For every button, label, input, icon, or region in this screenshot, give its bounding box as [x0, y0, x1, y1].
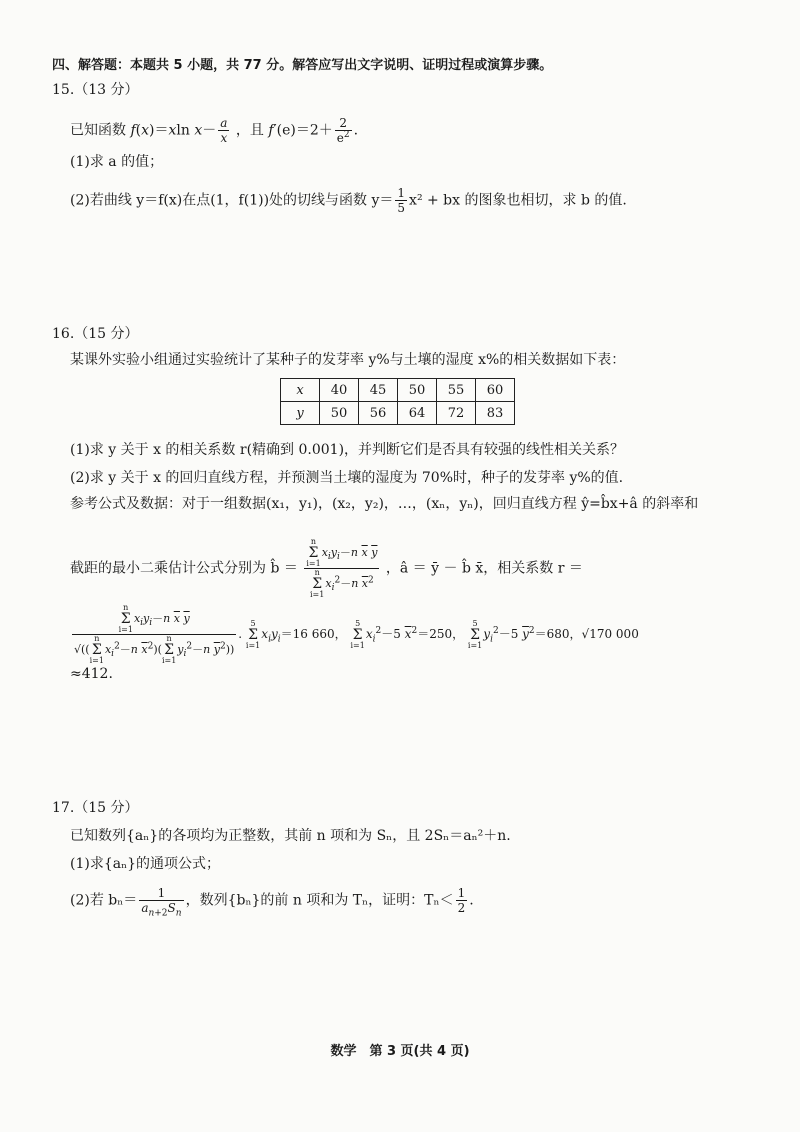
- table-cell: 83: [476, 402, 515, 425]
- q15-intro: 已知函数 f(x)＝xln x－ $\frac{a}{x}$ ，且 f′(e)＝2＋ $\frac{2}{e^2}$ .: [70, 116, 359, 145]
- table-cell: 56: [359, 402, 398, 425]
- table-row-label: y: [281, 402, 320, 425]
- table-row-y: [281, 402, 515, 425]
- q16-part1: (1)求 y 关于 x 的相关系数 r(精确到 0.001)，并判断它们是否具有较强的线性相关关系？: [70, 442, 625, 458]
- q17-part2-text-a: (2)若 bₙ＝: [70, 892, 138, 909]
- q15-part2-text-b: x² + bx 的图象也相切，求 b 的值.: [409, 192, 627, 209]
- q16-ref-text-a: 截距的最小二乘估计公式分别为 b̂ ＝: [70, 560, 298, 577]
- q15-number: 15.（13 分）: [52, 82, 139, 98]
- q17-number: 17.（15 分）: [52, 800, 139, 816]
- page-footer: 数学 第 3 页(共 4 页): [330, 1044, 470, 1059]
- q16-data-sum-xy: ＝16 660，: [280, 627, 347, 641]
- data-table: [280, 378, 515, 425]
- q15-part2-text-a: (2)若曲线 y＝f(x)在点(1，f(1))处的切线与函数 y＝: [70, 192, 394, 209]
- table-cell: 45: [359, 379, 398, 402]
- q15-part1: (1)求 a 的值；: [70, 154, 164, 170]
- correlation-formula: n Σ $i=1x_iy_i-n$ $\overline{x}$ $\overline{y}$ √((n Σ $i=1x_i^2-n$ $\overline{x}^2)(n$ Σ $i=1y_i^2-n$ $\overline{y}^2$)): [74, 603, 235, 665]
- table-cell: 60: [476, 379, 515, 402]
- q16-number: 16.（15 分）: [52, 326, 139, 342]
- q17-part2-text-b: ，数列{bₙ}的前 n 项和为 Tₙ，证明：Tₙ＜: [185, 892, 454, 909]
- q17-part1: (1)求{aₙ}的通项公式；: [70, 856, 221, 872]
- table-cell: 40: [320, 379, 359, 402]
- q16-ref-text-b: ，â ＝ ȳ － b̂ x̄，相关系数 r ＝: [385, 560, 583, 577]
- q16-reference-line2: [70, 538, 583, 599]
- q17-part2-text-c: .: [469, 892, 474, 909]
- q16-reference-line1: 参考公式及数据：对于一组数据(x₁，y₁)，(x₂，y₂)，…，(xₙ，yₙ)，回归直线方程 ŷ=b̂x+â 的斜率和: [70, 496, 699, 512]
- table-cell: 50: [398, 379, 437, 402]
- q16-data-sum-y2: ＝680，√170 000: [534, 627, 639, 641]
- section-header: 四、解答题：本题共 5 小题，共 77 分。解答应写出文字说明、证明过程或演算步骤。: [52, 58, 553, 73]
- q16-intro: 某课外实验小组通过实验统计了某种子的发芽率 y%与土壤的湿度 x%的相关数据如下表：: [70, 352, 626, 368]
- q16-data-sum-x2: ＝250，: [417, 627, 465, 641]
- q16-approx: ≈412.: [70, 666, 113, 682]
- slope-formula: n Σ $i=1x_iy_i-n$ $\overline{x}$ $\overline{y}$ n Σ $i=1x_i^2-n$ $\overline{x}^2$: [306, 537, 378, 599]
- q15-part2: (2)若曲线 y＝f(x)在点(1，f(1))处的切线与函数 y＝ $\frac{1}{5}$ x² + bx 的图象也相切，求 b 的值.: [70, 186, 627, 215]
- q17-part2: (2)若 bₙ＝ $\frac{1}{a_{n+2}S_n}$ ，数列{bₙ}的前 n 项和为 Tₙ，证明：Tₙ＜ $\frac{1}{2}$ .: [70, 886, 474, 919]
- q16-part2: (2)求 y 关于 x 的回归直线方程，并预测当土壤的湿度为 70%时，种子的发芽率 y%的值.: [70, 470, 624, 486]
- q16-reference-line3: n Σ $i=1x_iy_i-n$ $\overline{x}$ $\overline{y}$ √((n Σ $i=1x_i^2-n$ $\overline{x}^2)(n$ Σ $i=1y_i^2-n$ $\overline{y}^2$)) . 5 Σ $i=1x_iy_i=16$ 660， 5 Σ $i=1x_i^2-5$ $\overline{x}^2=250$， 5 Σ $i=1y_i^2-5$ $\overline{y}^2=680$，√170 000: [74, 603, 639, 665]
- q17-intro: 已知数列{aₙ}的各项均为正整数，其前 n 项和为 Sₙ，且 2Sₙ＝aₙ²＋n.: [70, 828, 511, 844]
- table-cell: 55: [437, 379, 476, 402]
- table-row-label: x: [281, 379, 320, 402]
- table-cell: 50: [320, 402, 359, 425]
- q15-intro-text-b: ，且: [235, 122, 269, 139]
- table-cell: 64: [398, 402, 437, 425]
- q15-intro-text-a: 已知函数: [70, 122, 131, 139]
- table-row-x: [281, 379, 515, 402]
- table-cell: 72: [437, 402, 476, 425]
